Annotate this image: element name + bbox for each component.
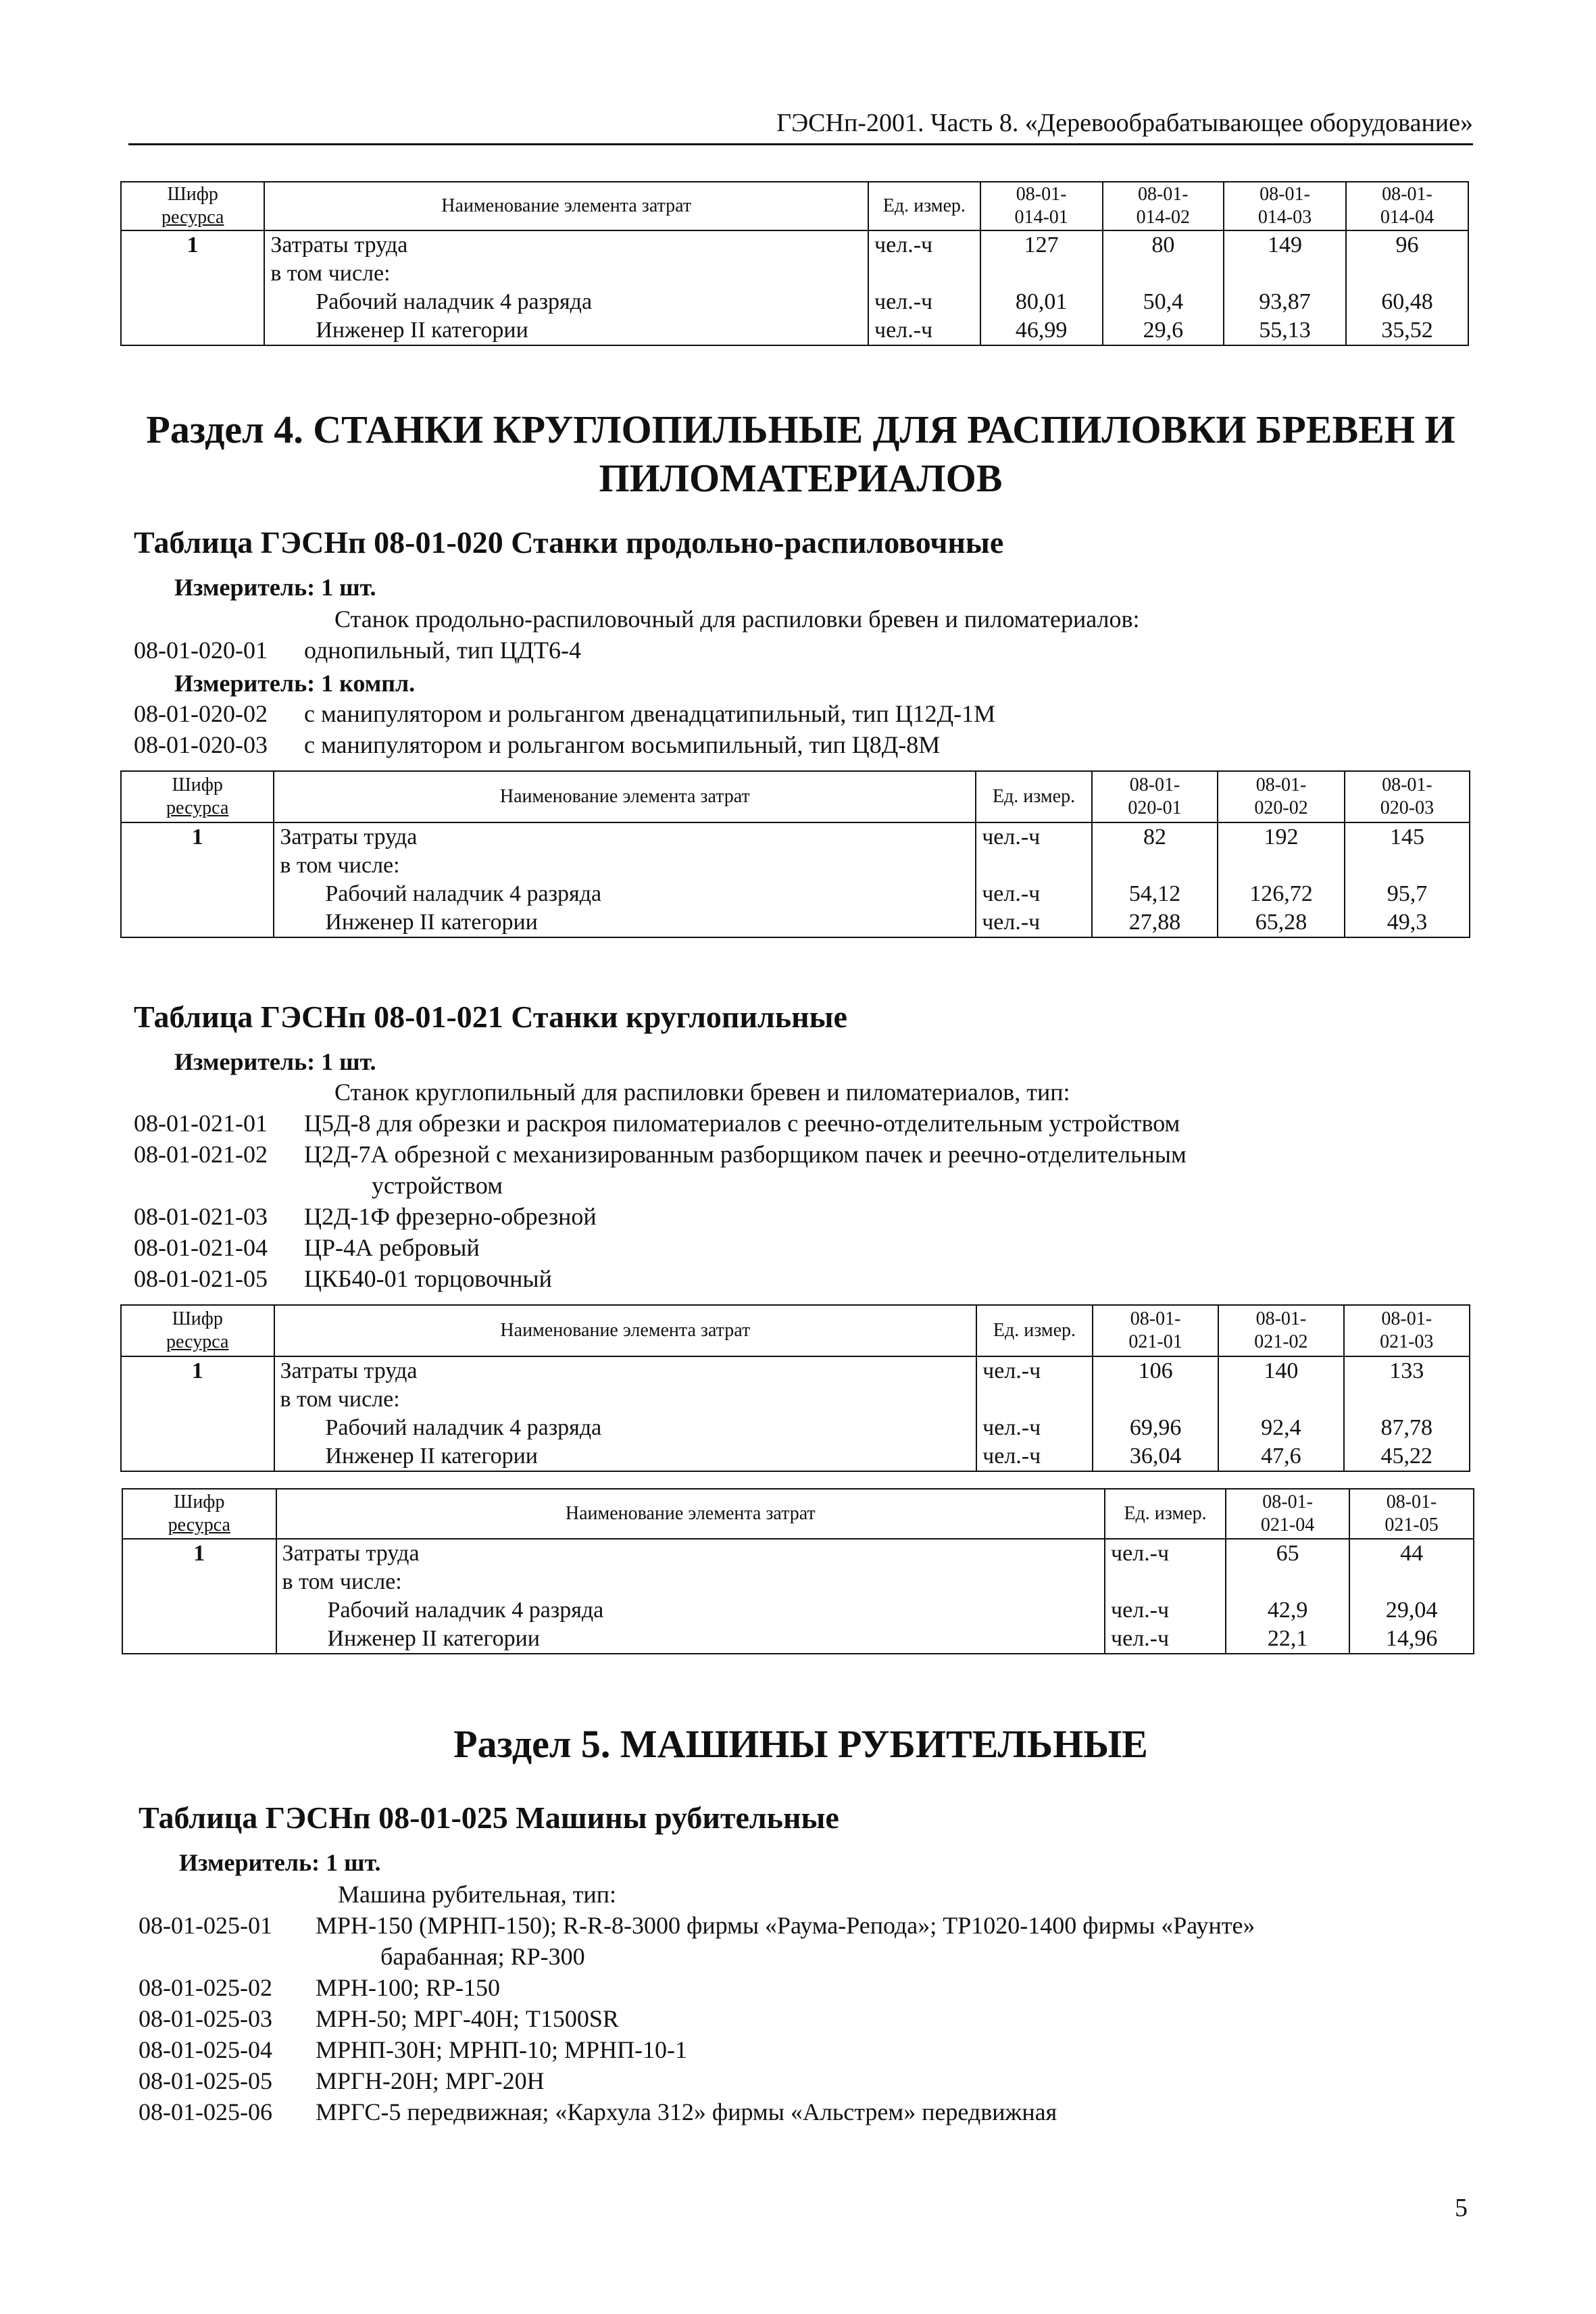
row-unit: чел.-ч <box>976 822 1092 852</box>
row-code: 1 <box>121 230 264 260</box>
col-label: 08-01- <box>1016 184 1067 205</box>
table-021-a <box>120 1304 1470 1472</box>
row-unit: чел.-ч <box>976 1414 1093 1442</box>
list-item <box>139 2066 545 2096</box>
col-014-02-header <box>1103 182 1224 230</box>
list-item <box>139 2035 687 2065</box>
row-value: 95,7 <box>1345 880 1470 908</box>
item-code: 08-01-021-03 <box>134 1203 268 1230</box>
col-code-label-2: ресурса <box>166 797 229 818</box>
section-4-title-line-2: ПИЛОМАТЕРИАЛОВ <box>599 456 1003 500</box>
col-name-header: Наименование элемента затрат <box>274 771 976 822</box>
row-value: 46,99 <box>980 316 1103 345</box>
row-value: 27,88 <box>1092 908 1218 937</box>
row-value: 127 <box>980 230 1103 260</box>
row-unit: чел.-ч <box>1105 1596 1226 1625</box>
row-value: 192 <box>1218 822 1345 852</box>
col-code-label-2: ресурса <box>166 1331 229 1352</box>
col-label: 020-03 <box>1380 797 1435 818</box>
table-020-title: Таблица ГЭСНп 08-01-020 Станки продольно-распиловочные <box>134 525 1004 560</box>
row-unit: чел.-ч <box>1105 1625 1226 1654</box>
table-row <box>121 822 1470 852</box>
col-label: 08-01- <box>1255 1308 1307 1329</box>
col-020-03-header <box>1345 771 1470 822</box>
row-value: 55,13 <box>1224 316 1346 345</box>
row-code: 1 <box>121 822 274 852</box>
col-label: 08-01- <box>1382 774 1432 795</box>
col-label: 021-03 <box>1380 1331 1434 1352</box>
col-label: 021-04 <box>1260 1515 1315 1535</box>
row-name: Инженер II категории <box>274 908 976 937</box>
row-code <box>121 288 264 316</box>
table-row <box>121 908 1470 937</box>
col-label: 021-02 <box>1254 1331 1308 1352</box>
item-code: 08-01-021-02 <box>134 1141 268 1168</box>
list-item <box>134 730 940 760</box>
table-row <box>121 316 1468 345</box>
table-row <box>122 1625 1474 1654</box>
item-text: ЦКБ40-01 торцовочный <box>304 1265 552 1292</box>
row-value: 65 <box>1226 1539 1349 1568</box>
item-text: МРН-150 (МРНП-150); R-R-8-3000 фирмы «Раума-Репода»; ТР1020-1400 фирмы «Раунте» <box>316 1912 1255 1939</box>
col-label: 08-01- <box>1130 1308 1181 1329</box>
table-row <box>122 1539 1474 1568</box>
table-row <box>121 1356 1470 1385</box>
list-item <box>139 1973 500 2002</box>
col-021-03-header <box>1344 1305 1470 1356</box>
col-014-01-header <box>980 182 1103 230</box>
row-unit: чел.-ч <box>1105 1539 1226 1568</box>
row-name: в том числе: <box>274 852 976 880</box>
item-text: Ц2Д-7А обрезной с механизированным разборщиком пачек и реечно-отделительным <box>304 1141 1187 1168</box>
item-text: МРГС-5 передвижная; «Кархула 312» фирмы «Альстрем» передвижная <box>316 2098 1057 2125</box>
row-code <box>121 852 274 880</box>
row-name: Затраты труда <box>264 230 868 260</box>
row-code <box>122 1625 276 1654</box>
col-label: 014-04 <box>1380 207 1435 228</box>
row-unit: чел.-ч <box>868 316 980 345</box>
table-020-meter: Измеритель: 1 шт. <box>174 574 376 601</box>
table-021-intro: Станок круглопильный для распиловки бревен и пиломатериалов, тип: <box>334 1079 1070 1106</box>
row-value <box>1226 1568 1349 1596</box>
row-value: 29,6 <box>1103 316 1224 345</box>
col-label: 08-01- <box>1137 184 1189 205</box>
row-name: Рабочий наладчик 4 разряда <box>276 1596 1105 1625</box>
section-5-title: Раздел 5. МАШИНЫ РУБИТЕЛЬНЫЕ <box>453 1722 1148 1766</box>
row-name: Затраты труда <box>276 1539 1105 1568</box>
row-name: Рабочий наладчик 4 разряда <box>274 1414 977 1442</box>
row-value: 65,28 <box>1218 908 1345 937</box>
table-020 <box>120 770 1470 938</box>
col-code-label-1: Шифр <box>172 1308 223 1329</box>
row-value: 69,96 <box>1093 1414 1218 1442</box>
table-025-title: Таблица ГЭСНп 08-01-025 Машины рубительные <box>139 1800 839 1835</box>
row-value: 106 <box>1093 1356 1218 1385</box>
row-code <box>121 1385 274 1414</box>
col-unit-header: Ед. измер. <box>976 771 1092 822</box>
item-code: 08-01-020-02 <box>134 700 268 727</box>
col-code-header <box>121 771 274 822</box>
section-4-title <box>128 405 1473 503</box>
row-value <box>1349 1568 1474 1596</box>
item-text: МРГН-20Н; МРГ-20Н <box>316 2067 545 2094</box>
col-label: 08-01- <box>1386 1492 1437 1512</box>
item-text: ЦР-4А ребровый <box>304 1234 480 1261</box>
header-rule <box>128 143 1473 145</box>
row-name: Инженер II категории <box>276 1625 1105 1654</box>
row-unit: чел.-ч <box>976 1356 1093 1385</box>
row-code <box>121 908 274 937</box>
col-014-03-header <box>1224 182 1346 230</box>
col-label: 021-01 <box>1128 1331 1182 1352</box>
col-021-02-header <box>1218 1305 1343 1356</box>
col-label: 014-03 <box>1257 207 1312 228</box>
row-unit: чел.-ч <box>976 1442 1093 1471</box>
item-code: 08-01-021-05 <box>134 1265 268 1292</box>
col-label: 08-01- <box>1129 774 1180 795</box>
row-value <box>1346 260 1468 288</box>
row-value: 29,04 <box>1349 1596 1474 1625</box>
row-value <box>1093 1385 1218 1414</box>
row-value: 82 <box>1092 822 1218 852</box>
col-021-01-header <box>1093 1305 1218 1356</box>
row-unit <box>1105 1568 1226 1596</box>
col-020-01-header <box>1092 771 1218 822</box>
col-code-label-1: Шифр <box>172 774 223 795</box>
row-value: 93,87 <box>1224 288 1346 316</box>
row-name: в том числе: <box>264 260 868 288</box>
row-value: 87,78 <box>1344 1414 1470 1442</box>
row-name: Затраты труда <box>274 822 976 852</box>
col-name-header: Наименование элемента затрат <box>274 1305 977 1356</box>
row-value <box>980 260 1103 288</box>
table-row <box>121 1442 1470 1471</box>
row-unit <box>868 260 980 288</box>
list-item <box>139 2004 619 2034</box>
table-row <box>122 1596 1474 1625</box>
row-code <box>121 260 264 288</box>
item-text: Ц5Д-8 для обрезки и раскроя пиломатериалов с реечно-отделительным устройством <box>304 1110 1180 1137</box>
item-text: с манипулятором и рольгангом двенадцатипильный, тип Ц12Д-1М <box>304 700 996 727</box>
col-unit-header: Ед. измер. <box>976 1305 1093 1356</box>
row-unit: чел.-ч <box>976 908 1092 937</box>
row-value: 149 <box>1224 230 1346 260</box>
table-014 <box>120 181 1469 346</box>
row-code <box>121 1414 274 1442</box>
row-value: 22,1 <box>1226 1625 1349 1654</box>
table-020-intro: Станок продольно-распиловочный для распиловки бревен и пиломатериалов: <box>334 606 1140 633</box>
item-code: 08-01-021-01 <box>134 1110 268 1137</box>
row-value: 133 <box>1344 1356 1470 1385</box>
item-code: 08-01-025-01 <box>139 1912 272 1939</box>
row-code <box>121 1442 274 1471</box>
row-value <box>1103 260 1224 288</box>
row-value <box>1224 260 1346 288</box>
row-code: 1 <box>122 1539 276 1568</box>
row-value: 80 <box>1103 230 1224 260</box>
row-name: в том числе: <box>274 1385 977 1414</box>
row-value <box>1344 1385 1470 1414</box>
item-code: 08-01-025-04 <box>139 2036 272 2063</box>
item-text: МРН-100; RP-150 <box>316 1974 501 2001</box>
row-value: 45,22 <box>1344 1442 1470 1471</box>
row-name: Инженер II категории <box>274 1442 977 1471</box>
item-text: МРНП-30Н; МРНП-10; МРНП-10-1 <box>316 2036 688 2063</box>
col-label: 08-01- <box>1260 184 1310 205</box>
list-item <box>134 1139 1187 1169</box>
row-name: Рабочий наладчик 4 разряда <box>274 880 976 908</box>
row-value <box>1218 1385 1343 1414</box>
list-item-continuation: барабанная; RP-300 <box>380 1943 585 1970</box>
table-row <box>121 1385 1470 1414</box>
row-value: 145 <box>1345 822 1470 852</box>
col-014-04-header <box>1346 182 1468 230</box>
table-025-intro: Машина рубительная, тип: <box>338 1881 617 1908</box>
row-unit: чел.-ч <box>868 288 980 316</box>
item-code: 08-01-025-05 <box>139 2067 272 2094</box>
col-unit-header: Ед. измер. <box>868 182 980 230</box>
section-4-title-line-1: Раздел 4. СТАНКИ КРУГЛОПИЛЬНЫЕ ДЛЯ РАСПИЛОВКИ БРЕВЕН И <box>146 408 1455 451</box>
col-020-02-header <box>1218 771 1345 822</box>
row-value: 80,01 <box>980 288 1103 316</box>
col-unit-header: Ед. измер. <box>1105 1489 1226 1539</box>
item-code: 08-01-020-03 <box>134 731 268 758</box>
row-value <box>1218 852 1345 880</box>
row-code <box>121 316 264 345</box>
row-code <box>122 1596 276 1625</box>
row-value <box>1345 852 1470 880</box>
row-unit <box>976 1385 1093 1414</box>
list-item <box>139 2097 1057 2127</box>
row-value: 36,04 <box>1093 1442 1218 1471</box>
list-item <box>134 635 581 665</box>
item-code: 08-01-021-04 <box>134 1234 268 1261</box>
row-value: 50,4 <box>1103 288 1224 316</box>
col-label: 020-02 <box>1254 797 1308 818</box>
col-code-header <box>121 182 264 230</box>
col-name-header: Наименование элемента затрат <box>276 1489 1105 1539</box>
row-value: 92,4 <box>1218 1414 1343 1442</box>
row-name: Затраты труда <box>274 1356 977 1385</box>
col-label: 08-01- <box>1262 1492 1313 1512</box>
col-code-header <box>122 1489 276 1539</box>
page-number: 5 <box>1455 2194 1468 2222</box>
col-code-label-1: Шифр <box>174 1492 225 1512</box>
col-021-05-header <box>1349 1489 1474 1539</box>
table-025-meter: Измеритель: 1 шт. <box>179 1849 381 1876</box>
running-header: ГЭСНп-2001. Часть 8. «Деревообрабатывающее оборудование» <box>776 109 1473 137</box>
list-item <box>134 699 995 729</box>
item-text: с манипулятором и рольгангом восьмипильный, тип Ц8Д-8М <box>304 731 941 758</box>
table-row <box>121 260 1468 288</box>
list-item <box>134 1264 552 1294</box>
list-item <box>134 1202 597 1231</box>
list-item <box>134 1108 1180 1138</box>
row-unit: чел.-ч <box>976 880 1092 908</box>
row-name: Инженер II категории <box>264 316 868 345</box>
item-text: однопильный, тип ЦДТ6-4 <box>304 637 581 664</box>
table-row <box>121 852 1470 880</box>
col-label: 08-01- <box>1255 774 1307 795</box>
row-name: Рабочий наладчик 4 разряда <box>264 288 868 316</box>
table-row <box>121 880 1470 908</box>
row-value: 126,72 <box>1218 880 1345 908</box>
item-code: 08-01-020-01 <box>134 637 268 664</box>
col-label: 014-02 <box>1136 207 1190 228</box>
row-value: 14,96 <box>1349 1625 1474 1654</box>
col-label: 021-05 <box>1385 1515 1439 1535</box>
row-value: 42,9 <box>1226 1596 1349 1625</box>
table-021-meter: Измеритель: 1 шт. <box>174 1048 376 1075</box>
table-row <box>122 1568 1474 1596</box>
row-code <box>122 1568 276 1596</box>
col-label: 020-01 <box>1128 797 1182 818</box>
row-value: 96 <box>1346 230 1468 260</box>
item-text: МРН-50; МРГ-40Н; Т1500SR <box>316 2005 619 2032</box>
row-value: 44 <box>1349 1539 1474 1568</box>
row-value: 49,3 <box>1345 908 1470 937</box>
col-code-header <box>121 1305 274 1356</box>
col-code-label-1: Шифр <box>167 184 218 205</box>
table-row <box>121 230 1468 260</box>
table-021-title: Таблица ГЭСНп 08-01-021 Станки круглопильные <box>134 1000 847 1034</box>
item-code: 08-01-025-03 <box>139 2005 272 2032</box>
table-020-meter-2: Измеритель: 1 компл. <box>174 670 416 697</box>
row-value: 35,52 <box>1346 316 1468 345</box>
list-item-continuation: устройством <box>372 1172 503 1199</box>
row-value: 54,12 <box>1092 880 1218 908</box>
col-label: 08-01- <box>1381 1308 1432 1329</box>
row-value: 47,6 <box>1218 1442 1343 1471</box>
row-value: 60,48 <box>1346 288 1468 316</box>
row-value <box>1092 852 1218 880</box>
table-row <box>121 288 1468 316</box>
col-name-header: Наименование элемента затрат <box>264 182 868 230</box>
list-item <box>139 1911 1255 1940</box>
table-row <box>121 1414 1470 1442</box>
col-label: 08-01- <box>1382 184 1432 205</box>
row-code: 1 <box>121 1356 274 1385</box>
item-code: 08-01-025-06 <box>139 2098 272 2125</box>
row-name: в том числе: <box>276 1568 1105 1596</box>
row-unit <box>976 852 1092 880</box>
item-code: 08-01-025-02 <box>139 1974 272 2001</box>
row-code <box>121 880 274 908</box>
col-code-label-2: ресурса <box>168 1515 230 1535</box>
col-label: 014-01 <box>1014 207 1068 228</box>
col-code-label-2: ресурса <box>161 207 224 228</box>
col-021-04-header <box>1226 1489 1349 1539</box>
row-unit: чел.-ч <box>868 230 980 260</box>
row-value: 140 <box>1218 1356 1343 1385</box>
item-text: Ц2Д-1Ф фрезерно-обрезной <box>304 1203 597 1230</box>
list-item <box>134 1233 480 1262</box>
table-021-b <box>122 1488 1474 1654</box>
